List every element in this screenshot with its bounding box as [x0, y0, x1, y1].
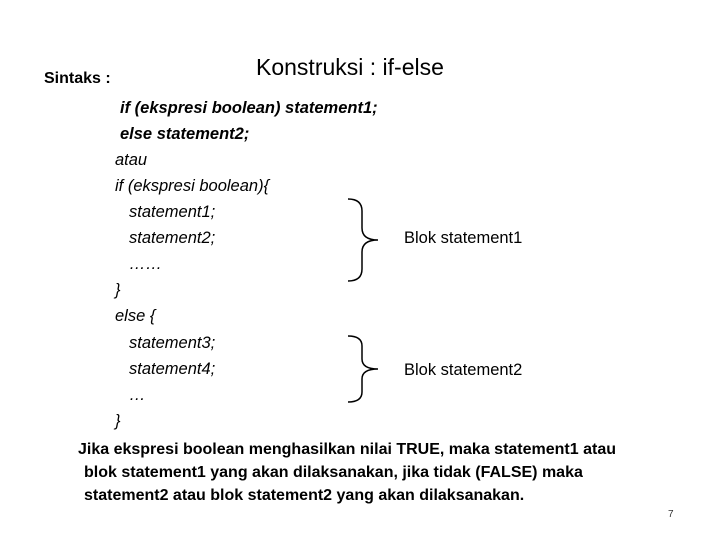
code-line-2: else statement2; — [120, 125, 250, 143]
page-number: 7 — [668, 509, 674, 520]
sintaks-label: Sintaks : — [44, 70, 111, 87]
code-line-6: statement2; — [129, 229, 216, 247]
slide-title: Konstruksi : if-else — [256, 54, 444, 80]
right-brace-icon — [340, 332, 400, 404]
block-statement2-label: Blok statement2 — [404, 361, 523, 379]
code-line-atau: atau — [115, 151, 148, 169]
code-line-7: …… — [129, 255, 162, 273]
code-line-11: statement4; — [129, 360, 216, 378]
code-line-9: else { — [115, 307, 156, 325]
right-brace-icon — [340, 195, 400, 285]
code-line-4: if (ekspresi boolean){ — [115, 177, 270, 195]
block-statement1-label: Blok statement1 — [404, 229, 523, 247]
explanation-line-1: Jika ekspresi boolean menghasilkan nilai TRUE, maka statement1 atau — [78, 441, 616, 458]
explanation-line-2: blok statement1 yang akan dilaksanakan, jika tidak (FALSE) maka — [84, 464, 583, 481]
code-line-12: … — [129, 386, 146, 404]
code-line-13: } — [115, 412, 121, 430]
code-line-8: } — [115, 281, 121, 299]
code-line-5: statement1; — [129, 203, 216, 221]
code-line-10: statement3; — [129, 334, 216, 352]
code-line-1: if (ekspresi boolean) statement1; — [120, 99, 378, 117]
explanation-line-3: statement2 atau blok statement2 yang akan dilaksanakan. — [84, 487, 525, 504]
